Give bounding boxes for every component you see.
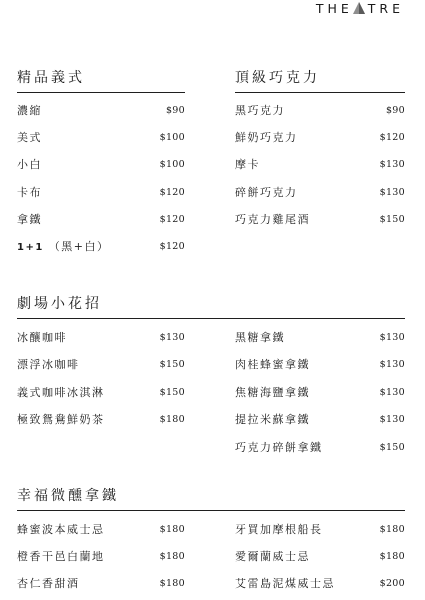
item-price: $180 [159, 550, 185, 562]
theatre-logo [316, 1, 404, 15]
item-name: 杏仁香甜酒 [17, 577, 80, 590]
item-price: $120 [379, 131, 405, 143]
logo-text-left: THE [315, 0, 353, 16]
item-name: 卡布 [17, 186, 42, 199]
menu-item [235, 128, 405, 146]
menu-item [235, 101, 405, 119]
item-price: $130 [379, 158, 405, 170]
item-name: 牙買加摩根船長 [235, 523, 323, 536]
item-price: $90 [385, 104, 405, 116]
menu-item [17, 128, 185, 146]
item-name: 小白 [17, 158, 42, 171]
item-name-detail: （黑+白） [48, 240, 110, 253]
item-name: 義式咖啡冰淇淋 [17, 386, 105, 399]
section-divider [235, 92, 405, 93]
item-name: 艾雷島泥煤威士忌 [235, 577, 335, 590]
menu-item [235, 520, 405, 538]
item-price: $130 [379, 413, 405, 425]
item-price: $180 [159, 523, 185, 535]
item-name: 碎餅巧克力 [235, 186, 298, 199]
item-price: $150 [379, 213, 405, 225]
item-price: $180 [159, 413, 185, 425]
item-name: 愛爾蘭威士忌 [235, 550, 310, 563]
item-name [17, 238, 110, 254]
menu-item [17, 383, 185, 401]
item-price: $130 [379, 331, 405, 343]
menu-item [235, 574, 405, 592]
item-name: 蜂蜜波本威士忌 [17, 523, 105, 536]
menu-item [17, 101, 185, 119]
item-name: 極致鴛鴦鮮奶茶 [17, 413, 105, 426]
item-name: 濃縮 [17, 104, 42, 117]
logo-text-right: TRE [367, 0, 404, 16]
menu-item [235, 355, 405, 373]
logo-triangle-icon [353, 2, 365, 14]
item-price: $130 [379, 386, 405, 398]
menu-item [235, 155, 405, 173]
item-price: $100 [159, 131, 185, 143]
item-price: $130 [379, 358, 405, 370]
item-price: $180 [379, 523, 405, 535]
item-name: 黑糖拿鐵 [235, 331, 285, 344]
item-price: $120 [159, 240, 185, 252]
menu-item [235, 547, 405, 565]
item-price: $150 [159, 386, 185, 398]
menu-item [235, 183, 405, 201]
item-name: 巧克力碎餅拿鐵 [235, 441, 323, 454]
item-name: 冰釀咖啡 [17, 331, 67, 344]
menu-item [17, 183, 185, 201]
menu-item [17, 210, 185, 228]
menu-item [17, 547, 185, 565]
item-name: 摩卡 [235, 158, 260, 171]
item-name: 漂浮冰咖啡 [17, 358, 80, 371]
menu-item [235, 410, 405, 428]
section-title-theatre-specials: 劇場小花招 [17, 296, 102, 312]
menu-item [17, 355, 185, 373]
item-name: 提拉米蘇拿鐵 [235, 413, 310, 426]
item-name: 焦糖海鹽拿鐵 [235, 386, 310, 399]
item-name: 美式 [17, 131, 42, 144]
section-divider [17, 510, 405, 511]
item-name: 肉桂蜂蜜拿鐵 [235, 358, 310, 371]
menu-item [17, 237, 185, 255]
item-name-number: 1+1 [17, 242, 44, 253]
menu-item [235, 438, 405, 456]
menu-item [235, 210, 405, 228]
menu-item [17, 520, 185, 538]
item-price: $150 [379, 441, 405, 453]
section-title-chocolate: 頂級巧克力 [235, 70, 320, 86]
item-price: $200 [379, 577, 405, 589]
menu-item [235, 383, 405, 401]
item-price: $100 [159, 158, 185, 170]
item-price: $130 [379, 186, 405, 198]
item-name: 橙香干邑白蘭地 [17, 550, 105, 563]
item-name: 鮮奶巧克力 [235, 131, 298, 144]
menu-item [17, 574, 185, 592]
section-divider [17, 318, 405, 319]
item-price: $120 [159, 213, 185, 225]
item-name: 巧克力雞尾酒 [235, 213, 310, 226]
item-name: 拿鐵 [17, 213, 42, 226]
section-title-spirits-latte: 幸福微醺拿鐵 [17, 488, 119, 504]
menu-item [17, 155, 185, 173]
menu-item [235, 328, 405, 346]
item-price: $180 [379, 550, 405, 562]
item-price: $180 [159, 577, 185, 589]
menu-item [17, 410, 185, 428]
item-price: $150 [159, 358, 185, 370]
item-price: $120 [159, 186, 185, 198]
section-divider [17, 92, 185, 93]
section-title-espresso: 精品義式 [17, 70, 85, 86]
item-name: 黑巧克力 [235, 104, 285, 117]
item-price: $130 [159, 331, 185, 343]
menu-item [17, 328, 185, 346]
item-price: $90 [165, 104, 185, 116]
